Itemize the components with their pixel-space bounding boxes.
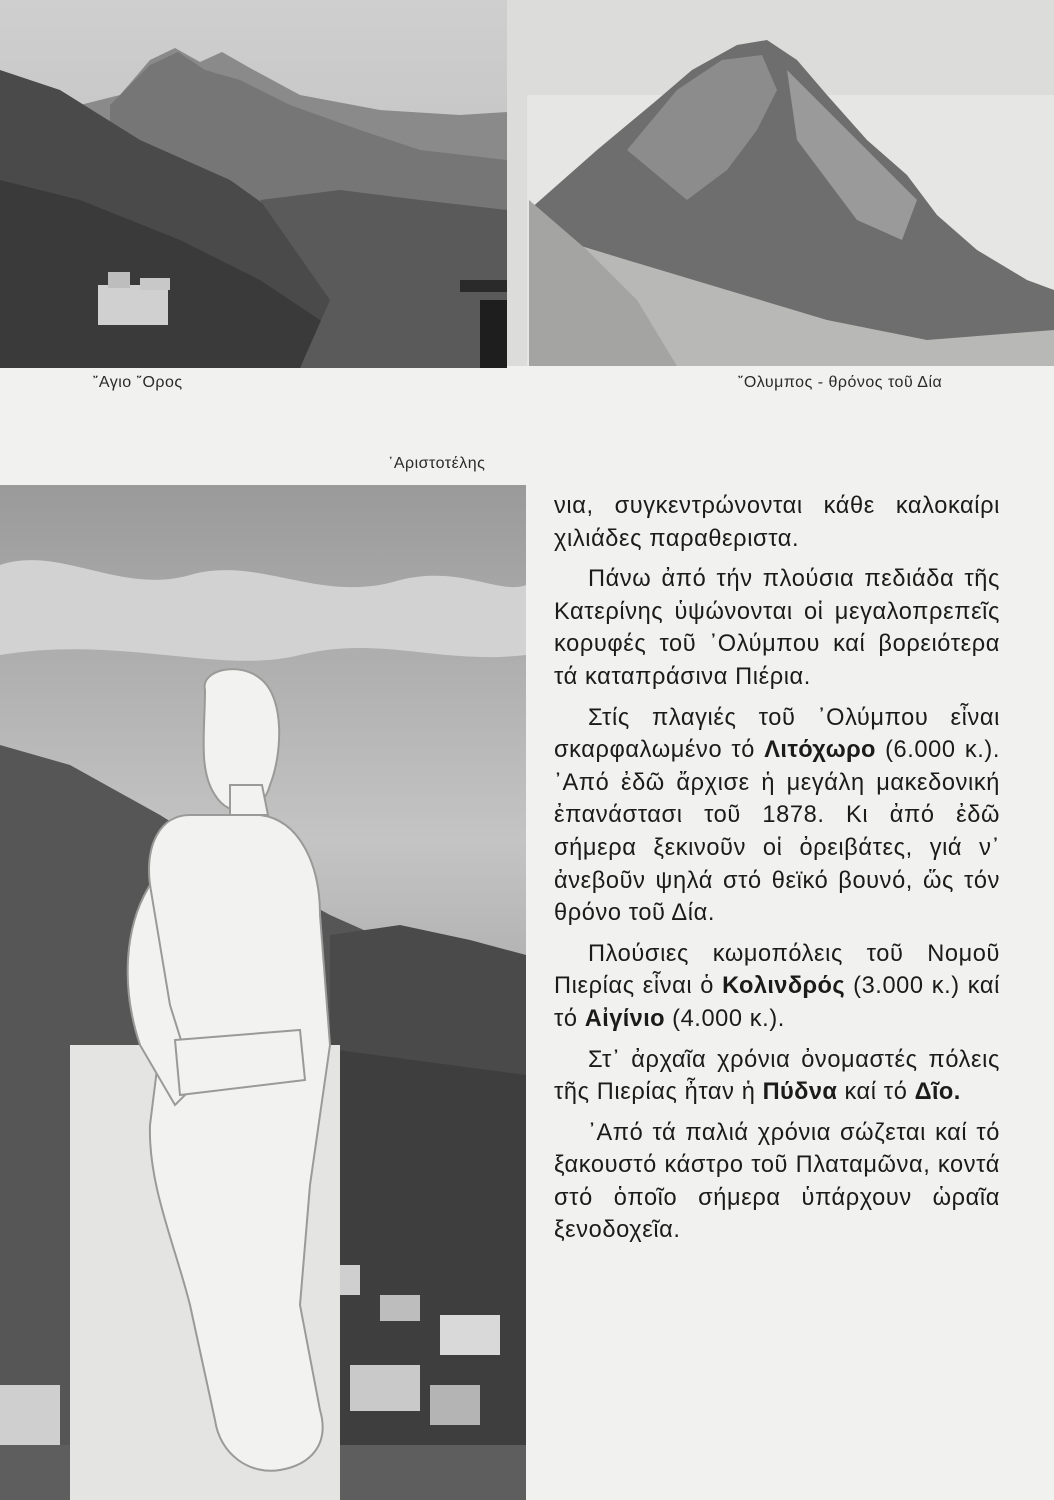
paragraph-4: Πλούσιες κωμοπόλεις τοῦ Νομοῦ Πιερίας εἶναι ὁ Κολινδρός (3.000 κ.) καί τό Αἰγίνιο (4.000 κ.). (554, 940, 1000, 1032)
photo-mount-olympus (507, 0, 1054, 366)
place-dion: Δῖο. (914, 1079, 961, 1106)
paragraph-2: Πάνω ἀπό τήν πλούσια πεδιάδα τῆς Κατερίνης ὑψώνονται οἱ μεγαλοπρεπεῖς κορυφές τοῦ ᾿Ολύμπου καί βορειότερα τά καταπράσινα Πιέρια. (554, 566, 1000, 690)
paragraph-1: νια, συγκεντρώνονται κάθε καλοκαίρι χιλιάδες παραθεριστα. (554, 493, 1000, 552)
place-litochoro: Λιτόχωρο (764, 737, 876, 764)
photo-aristotle-statue (0, 485, 526, 1500)
paragraph-6: ᾿Από τά παλιά χρόνια σώζεται καί τό ξακουστό κάστρο τοῦ Πλαταμῶνα, κοντά στό ὁποῖο σήμερα ὑπάρχουν ὡραῖα ξενοδοχεῖα. (554, 1119, 1000, 1244)
caption-mount-olympus: ῎Ολυμπος - θρόνος τοῦ Δία (738, 374, 943, 391)
place-aiginio: Αἰγίνιο (584, 1005, 665, 1032)
caption-mount-athos: ῎Αγιο ῎Ορος (93, 374, 183, 391)
photo-mount-athos (0, 0, 507, 368)
paragraph-3: Στίς πλαγιές τοῦ ᾿Ολύμπου εἶναι σκαρφαλωμένο τό Λιτόχωρο (6.000 κ.). ᾿Από ἐδῶ ἄρχισε ἡ μεγάλη μακεδονική ἐπανάστασι τοῦ 1878. Κι ἀπό ἐδῶ σήμερα ξεκινοῦν οἱ ὀρειβάτες, γιά ν᾿ ἀνεβοῦν ψηλά στό θεϊκό βουνό, ὥς τόν θρόνο τοῦ Δία. (554, 704, 1000, 927)
body-text-column (554, 490, 1000, 1255)
paragraph-5: Στ᾿ ἀρχαῖα χρόνια ὀνομαστές πόλεις τῆς Πιερίας ἦταν ἡ Πύδνα καί τό Δῖο. (554, 1046, 1000, 1106)
place-pydna: Πύδνα (762, 1079, 838, 1106)
place-kolindros: Κολινδρός (722, 973, 846, 1000)
caption-aristotle: ᾿Αριστοτέλης (388, 455, 486, 472)
